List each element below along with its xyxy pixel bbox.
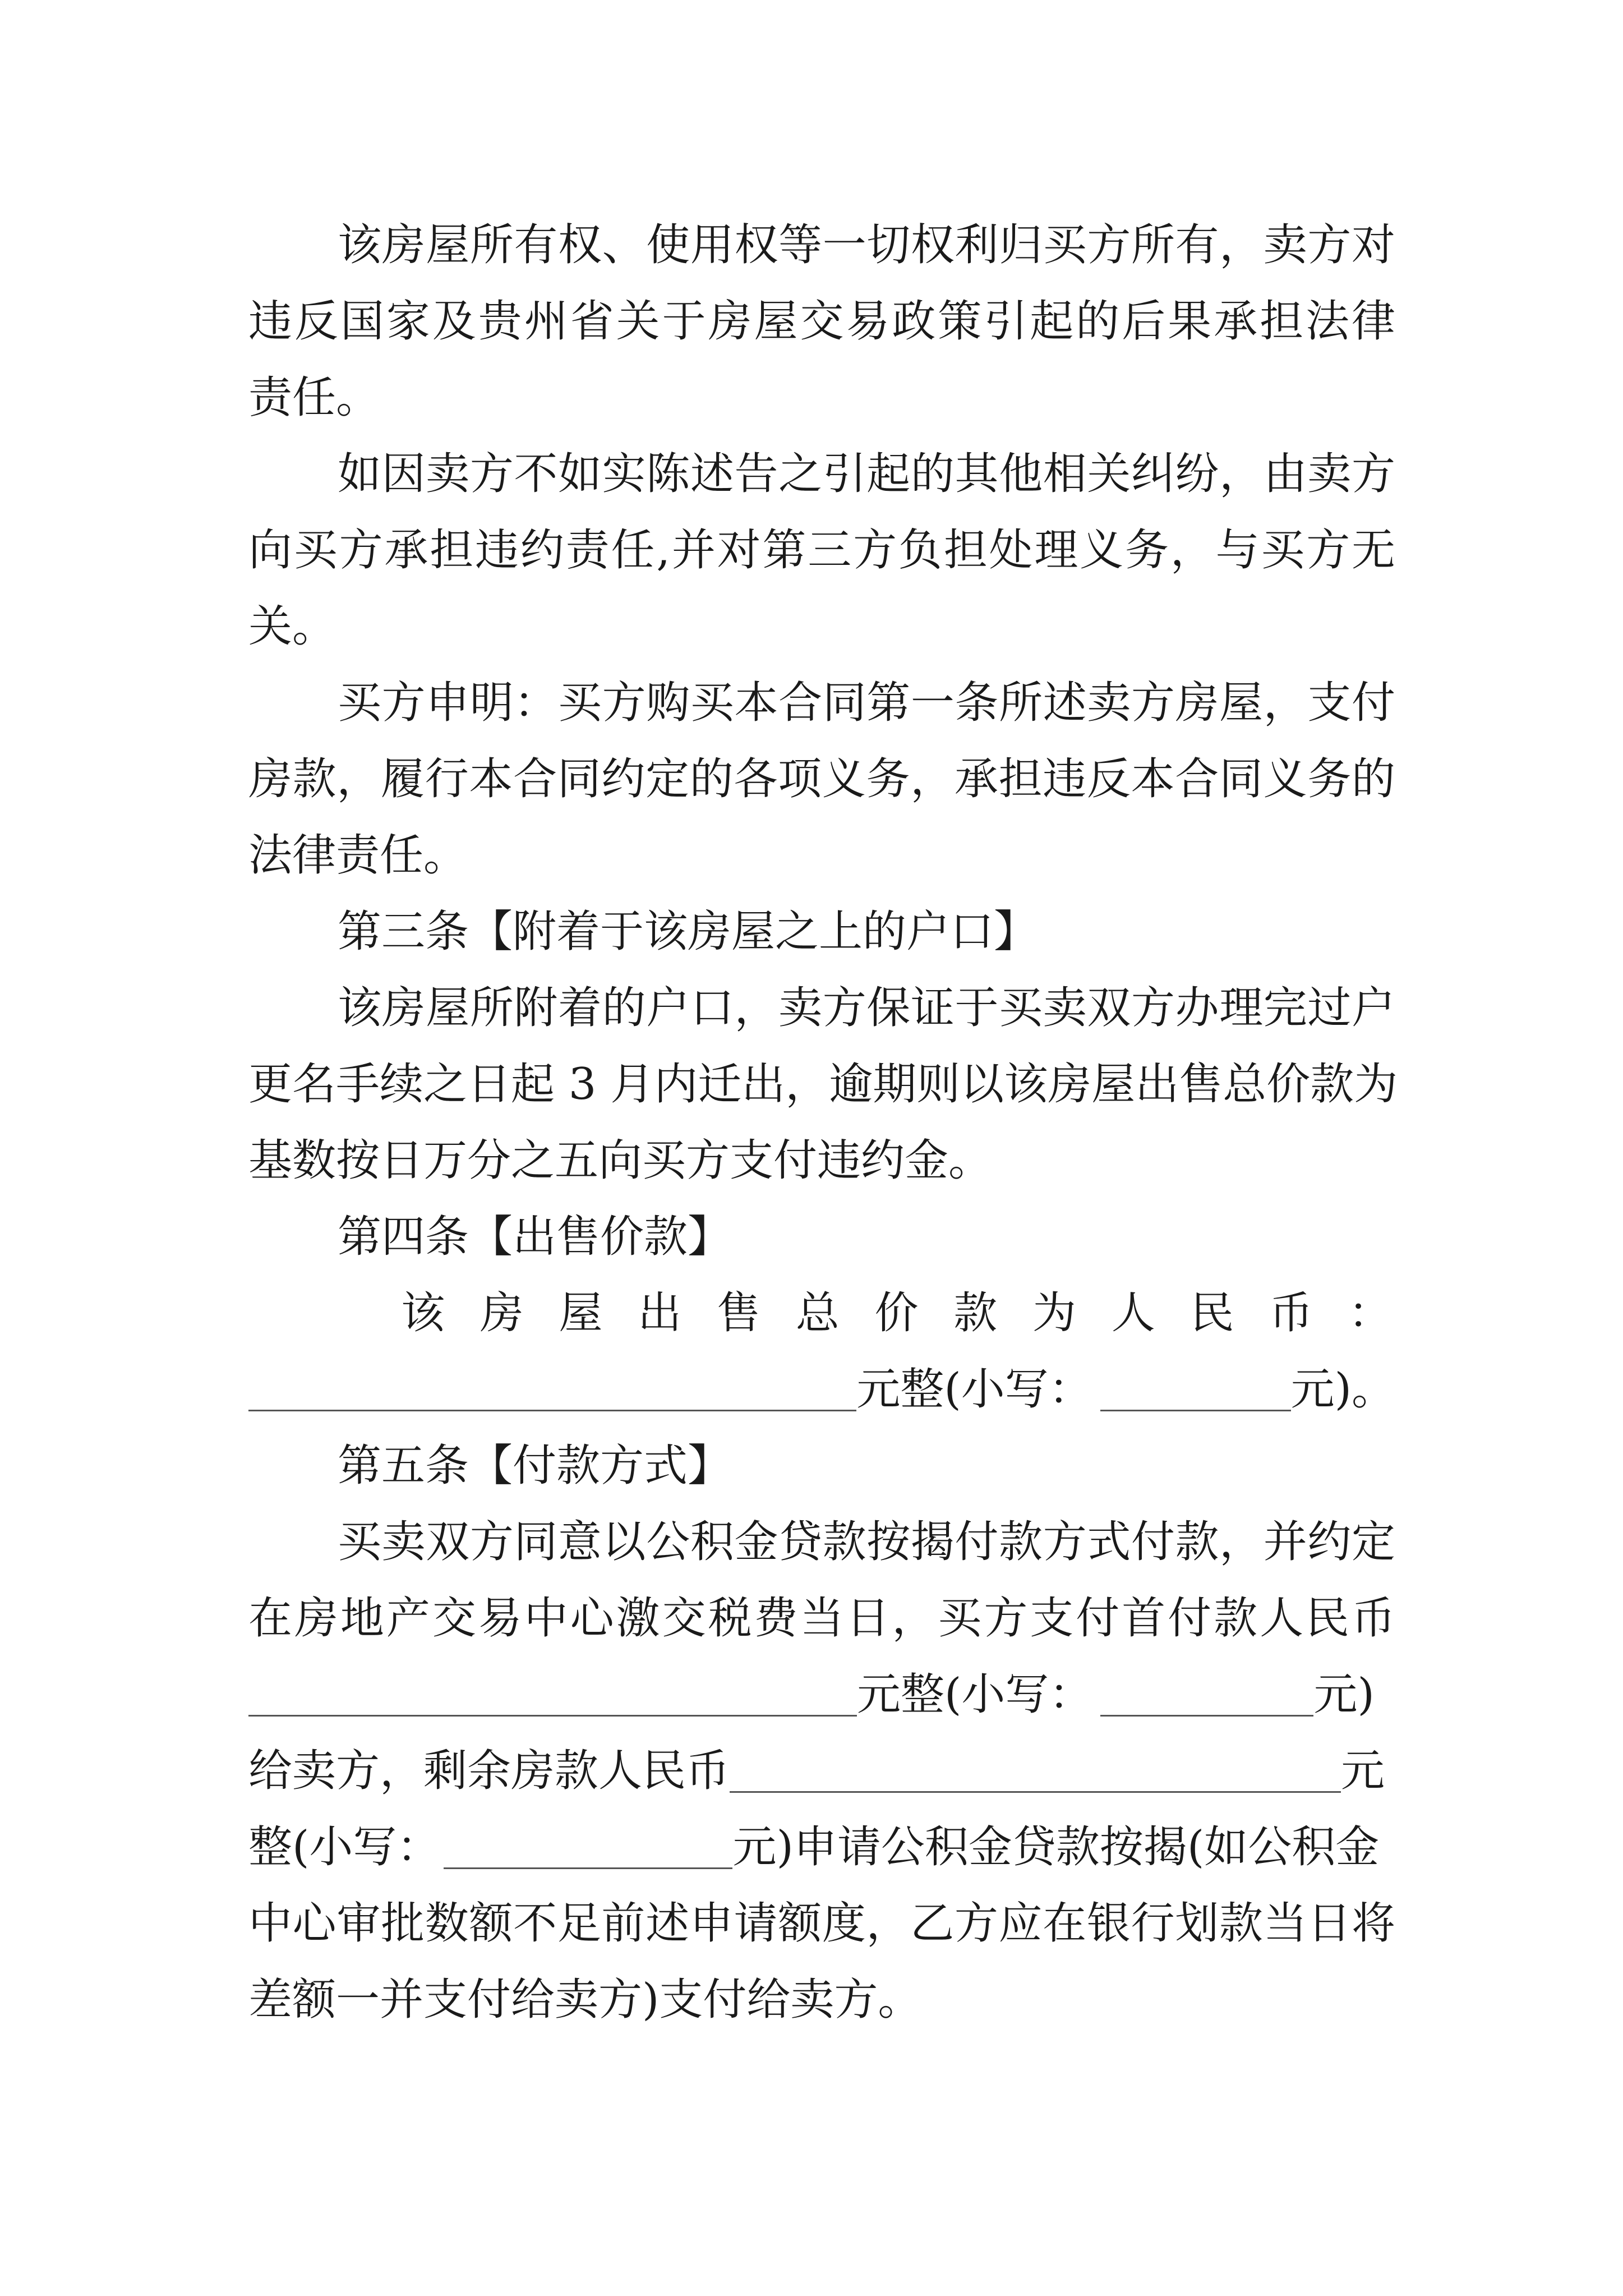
loan-text: 整(小写： — [248, 1822, 441, 1872]
paragraph-line: 中心审批数额不足前述申请额度，乙方应在银行划款当日将 — [248, 1898, 1395, 1949]
down-payment-line — [248, 1669, 1395, 1720]
clause-heading: 第四条【出售价款】 — [338, 1212, 732, 1262]
loan-text-end: 元)申请公积金贷款按揭(如公积金 — [732, 1822, 1380, 1872]
down-payment-blank[interactable] — [248, 1673, 857, 1717]
remaining-amount-blank[interactable] — [730, 1749, 1341, 1793]
paragraph-line: 买卖双方同意以公积金贷款按揭付款方式付款，并约定 — [338, 1517, 1395, 1567]
paragraph-line: 关。 — [248, 601, 336, 652]
remaining-figure-blank[interactable] — [444, 1825, 732, 1869]
paragraph-line: 违反国家及贵州省关于房屋交易政策引起的后果承担法律 — [248, 296, 1395, 347]
remaining-line — [248, 1746, 1395, 1796]
clause-heading: 第三条【附着于该房屋之上的户口】 — [338, 907, 1038, 957]
paragraph-line: 基数按日万分之五向买方支付违约金。 — [248, 1135, 993, 1186]
price-line: 该房屋出售总价款为人民币： — [401, 1288, 1395, 1338]
down-payment-figure-blank[interactable] — [1100, 1673, 1313, 1717]
paragraph-line: 该房屋所有权、使用权等一切权利归买方所有，卖方对 — [338, 220, 1395, 270]
down-payment-text-end: 元) — [1313, 1669, 1375, 1720]
remaining-text: 给卖方，剩余房款人民币 — [248, 1746, 730, 1796]
paragraph-line: 房款，履行本合同约定的各项义务，承担违反本合同义务的 — [248, 754, 1395, 804]
paragraph-line: 在房地产交易中心激交税费当日，买方支付首付款人民币 — [248, 1593, 1395, 1644]
paragraph-line: 更名手续之日起 3 月内迁出，逾期则以该房屋出售总价款为 — [248, 1059, 1398, 1110]
paragraph-line: 如因卖方不如实陈述告之引起的其他相关纠纷，由卖方 — [338, 449, 1395, 499]
paragraph-line: 法律责任。 — [248, 830, 468, 881]
clause-heading: 第五条【付款方式】 — [338, 1441, 732, 1491]
total-price-blank[interactable] — [248, 1368, 856, 1411]
remaining-text-end: 元 — [1341, 1746, 1385, 1796]
loan-line — [248, 1822, 1395, 1872]
paragraph-line: 责任。 — [248, 372, 380, 423]
price-amount-line — [248, 1364, 1395, 1415]
total-price-figure-blank[interactable] — [1100, 1368, 1291, 1411]
paragraph-line: 该房屋所附着的户口，卖方保证于买卖双方办理完过户 — [338, 983, 1395, 1033]
paragraph-line: 差额一并支付给卖方)支付给卖方。 — [248, 1975, 922, 2025]
down-payment-text: 元整(小写： — [857, 1669, 1093, 1720]
paragraph-line: 向买方承担违约责任,并对第三方负担处理义务，与买方无 — [248, 525, 1395, 576]
price-text: 元整(小写： — [856, 1364, 1092, 1415]
price-text-end: 元)。 — [1290, 1364, 1395, 1415]
paragraph-line: 买方申明：买方购买本合同第一条所述卖方房屋，支付 — [338, 678, 1395, 728]
